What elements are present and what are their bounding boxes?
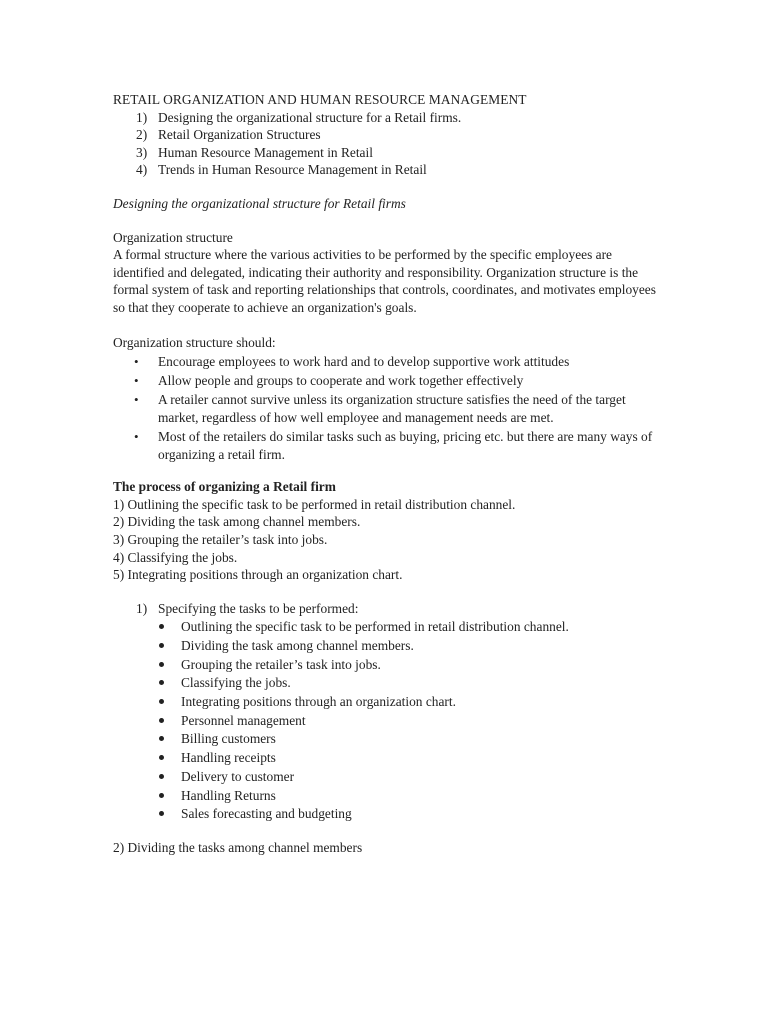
process-heading: The process of organizing a Retail firm	[113, 479, 336, 495]
specifying-text: Specifying the tasks to be performed:	[158, 600, 359, 616]
org-structure-label: Organization structure	[113, 229, 233, 245]
list-item: Handling receipts	[113, 749, 658, 767]
bullet-icon	[159, 643, 164, 648]
process-step: 2) Dividing the task among channel members.	[113, 514, 361, 530]
list-item: Integrating positions through an organization chart.	[113, 693, 658, 711]
process-steps	[113, 496, 658, 584]
list-item: Classifying the jobs.	[113, 674, 658, 692]
should-label: Organization structure should:	[113, 334, 276, 350]
should-list	[113, 353, 658, 463]
list-item: • Most of the retailers do similar tasks such as buying, pricing etc. but there are many ways of organizing a retail firm.	[134, 429, 653, 462]
bullet-icon	[159, 736, 164, 741]
specifying-label	[113, 600, 658, 618]
toc-item	[113, 144, 658, 162]
bullet-icon: •	[134, 354, 139, 370]
bullet-icon: •	[134, 429, 139, 444]
specifying-number: 1)	[136, 600, 148, 616]
document-body	[113, 91, 658, 856]
toc-item	[113, 109, 658, 127]
bullet-icon	[159, 718, 164, 723]
table-of-contents	[113, 109, 658, 179]
list-item: Grouping the retailer’s task into jobs.	[113, 656, 658, 674]
bullet-icon	[159, 624, 164, 629]
bullet-icon	[159, 811, 164, 816]
list-item: • Encourage employees to work hard and to develop supportive work attitudes	[134, 354, 570, 370]
bullet-icon: •	[134, 392, 139, 408]
toc-item	[113, 161, 658, 179]
toc-text: Designing the organizational structure for a Retail firms.	[158, 109, 462, 125]
dividing-heading: 2) Dividing the tasks among channel members	[113, 839, 363, 855]
process-step: 5) Integrating positions through an organization chart.	[113, 567, 403, 583]
process-step: 4) Classifying the jobs.	[113, 549, 238, 565]
list-item: Delivery to customer	[113, 768, 658, 786]
bullet-icon	[159, 680, 164, 685]
org-structure-paragraph: A formal structure where the various activities to be performed by the specific employees are identified and delegated, indicating their authority and responsibility. Organization structure is the formal system of task and reporting relationships that controls, coordinates, and motivates employees so that they cooperate to achieve an organization's goals.	[113, 247, 656, 315]
toc-number: 1)	[136, 109, 148, 125]
specifying-list	[113, 618, 658, 822]
toc-number: 4)	[136, 162, 148, 178]
list-item: • Allow people and groups to cooperate and work together effectively	[134, 373, 524, 389]
list-item: Personnel management	[113, 712, 658, 730]
toc-number: 2)	[136, 127, 148, 143]
process-step: 1) Outlining the specific task to be performed in retail distribution channel.	[113, 496, 516, 512]
toc-text: Retail Organization Structures	[158, 127, 321, 143]
list-item: Outlining the specific task to be performed in retail distribution channel.	[113, 618, 658, 636]
section-heading: Designing the organizational structure for Retail firms	[113, 195, 406, 211]
list-item: Billing customers	[113, 730, 658, 748]
bullet-icon	[159, 793, 164, 798]
list-item: Sales forecasting and budgeting	[113, 805, 658, 823]
bullet-icon	[159, 774, 164, 779]
toc-number: 3)	[136, 144, 148, 160]
list-item: Dividing the task among channel members.	[113, 637, 658, 655]
bullet-icon: •	[134, 373, 139, 389]
list-item: Handling Returns	[113, 787, 658, 805]
document-title: RETAIL ORGANIZATION AND HUMAN RESOURCE MANAGEMENT	[113, 92, 527, 107]
list-item: • A retailer cannot survive unless its organization structure satisfies the need of the target market, regardless of how well employee and management needs are met.	[134, 392, 626, 425]
toc-text: Human Resource Management in Retail	[158, 144, 373, 160]
bullet-icon	[159, 699, 164, 704]
bullet-icon	[159, 755, 164, 760]
toc-text: Trends in Human Resource Management in Retail	[158, 162, 427, 178]
toc-item	[113, 126, 658, 144]
bullet-icon	[159, 662, 164, 667]
process-step: 3) Grouping the retailer’s task into jobs.	[113, 531, 328, 547]
